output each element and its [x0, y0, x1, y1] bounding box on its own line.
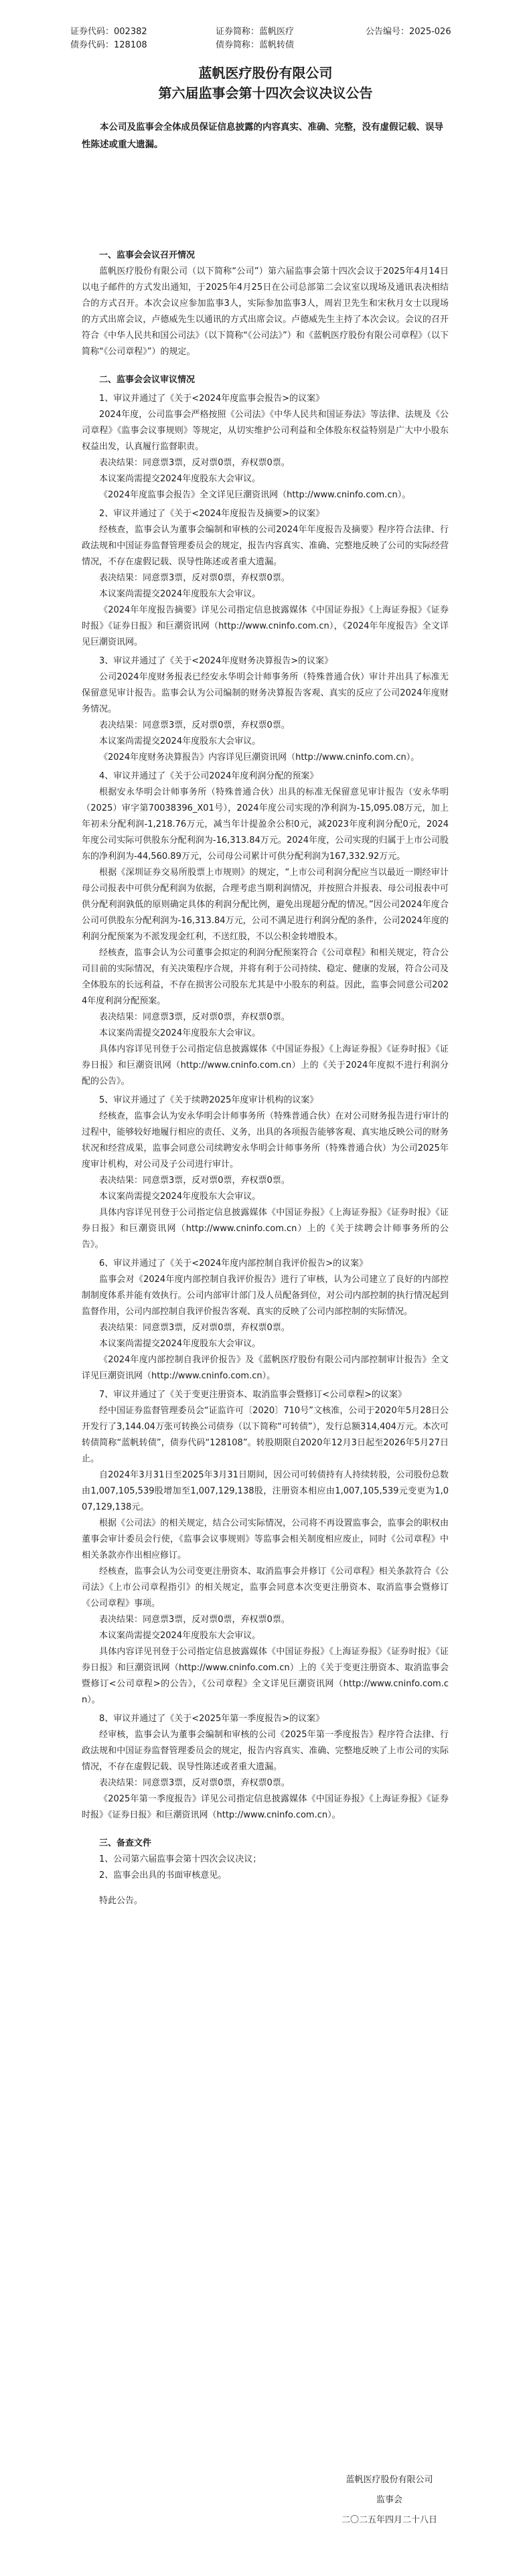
paragraph: 具体内容详见刊登于公司指定信息披露媒体《中国证券报》《上海证券报》《证券时报》《证券日报》和巨潮资讯网（http://www.cninfo.com.cn）上的《关于2024年度拟不进行利润分配的公告》。: [82, 1044, 449, 1086]
paragraph: 《2024年度监事会报告》全文详见巨潮资讯网（http://www.cninfo.com.cn）。: [99, 490, 411, 500]
paragraph: 监事会对《2024年度内部控制自我评价报告》进行了审核，认为公司建立了良好的内部控制制度体系并能有效执行。公司内部审计部门及人员配备到位，对公司内部控制的执行情况起到监督作用，公司内部控制自我评价报告客观、真实的反映了公司内部控制的实际情况。: [82, 1275, 449, 1317]
closing-line: 特此公告。: [99, 1896, 143, 1906]
resolution-title: 5、审议并通过了《关于续聘2025年度审计机构的议案》: [99, 1095, 319, 1105]
paragraph: 本议案尚需提交2024年度股东大会审议。: [99, 474, 261, 484]
paragraph: 本议案尚需提交2024年度股东大会审议。: [99, 1028, 261, 1038]
paragraph: 经审核，监事会认为董事会编制和审核的公司《2025年第一季度报告》程序符合法律、行政法规和中国证券监督管理委员会的规定，报告内容真实、准确、完整地反映了上市公司的实际情况，不存在虚假记载、误导性陈述或者重大遗漏。: [82, 1730, 449, 1772]
document-title: 第六届监事会第十四次会议决议公告: [158, 85, 373, 101]
stock-name: 证券简称：蓝帆医疗: [216, 27, 295, 37]
paragraph: 根据安永华明会计师事务所（特殊普通合伙）出具的标准无保留意见审计报告（安永华明（2025）审字第70038396_X01号），2024年度公司实现的净利润为-15,095.08万元，加上年初未分配利润-1,218.76万元，减当年计提盈余公积0元，减2023年度利润分配0元，2024年度公司实际可供股东分配利润为-16,313.84万元。2024年度，公司实现的归属于上市公司股东的净利润为-44,560.89万元，公司母公司累计可供分配利润为167,332.92万元。: [82, 787, 449, 862]
paragraph: 根据《公司法》的相关规定，结合公司实际情况，公司将不再设置监事会，监事会的职权由董事会审计委员会行使，《监事会议事规则》等监事会相关制度相应废止，同时《公司章程》中相关条款亦作出相应修订。: [82, 1518, 449, 1560]
vote-result: 表决结果：同意票3票，反对票0票，弃权票0票。: [99, 458, 290, 468]
paragraph: 《2024年度内部控制自我评价报告》及《蓝帆医疗股份有限公司内部控制审计报告》全文详见巨潮资讯网（http://www.cninfo.com.cn）。: [82, 1355, 449, 1381]
signature-date: 二〇二五年四月二十八日: [341, 2515, 437, 2525]
resolution-title: 7、审议并通过了《关于变更注册资本、取消监事会暨修订<公司章程>的议案》: [99, 1390, 407, 1400]
stock-code: 证券代码：002382: [70, 27, 147, 37]
resolution-title: 1、审议并通过了《关于<2024年度监事会报告>的议案》: [99, 394, 325, 404]
vote-result: 表决结果：同意票3票，反对票0票，弃权票0票。: [99, 1778, 290, 1788]
announcement-number: 公告编号：2025-026: [366, 27, 451, 37]
bond-code: 债券代码：128108: [70, 40, 147, 50]
section-heading: 二、监事会会议审议情况: [99, 375, 196, 385]
paragraph: 本议案尚需提交2024年度股东大会审议。: [99, 589, 261, 599]
paragraph: 具体内容详见刊登于公司指定信息披露媒体《中国证券报》《上海证券报》《证券时报》《证券日报》和巨潮资讯网（http://www.cninfo.com.cn）上的《关于变更注册资本、取消监事会暨修订<公司章程>的公告》，《公司章程》全文详见巨潮资讯网（http://www.cninfo.com.cn）。: [82, 1647, 449, 1705]
paragraph: 经核查，监事会认为公司变更注册资本、取消监事会并修订《公司章程》相关条款符合《公司法》《上市公司章程指引》的相关规定，监事会同意本次变更注册资本、取消监事会暨修订《公司章程》事项。: [82, 1566, 449, 1609]
vote-result: 表决结果：同意票3票，反对票0票，弃权票0票。: [99, 1615, 290, 1625]
section-heading: 一、监事会会议召开情况: [99, 250, 196, 260]
vote-result: 表决结果：同意票3票，反对票0票，弃权票0票。: [99, 1012, 290, 1022]
paragraph: 根据《深圳证券交易所股票上市规则》的规定，“上市公司利润分配应当以最近一期经审计母公司报表中可供分配利润为依据，合理考虑当期利润情况，并按照合并报表、母公司报表中可供分配利润孰低的原则确定具体的利润分配比例，避免出现超分配的情况。”因公司2024年度合公司可供股东分配利润为-16,313.84万元，公司不满足进行利润分配的条件，公司2024年度的利润分配预案为不派发现金红利，不送红股，不以公积金转增股本。: [82, 868, 449, 942]
reference-file: 2、监事会出具的书面审核意见。: [99, 1870, 227, 1880]
resolution-title: 3、审议并通过了《关于<2024年度财务决算报告>的议案》: [99, 656, 333, 666]
bond-name: 债券简称：蓝帆转债: [216, 40, 295, 50]
resolution-title: 8、审议并通过了《关于<2025年第一季度报告>的议案》: [99, 1714, 325, 1724]
resolution-title: 4、审议并通过了《关于公司2024年度利润分配的预案》: [99, 771, 319, 781]
paragraph: 蓝帆医疗股份有限公司（以下简称“公司”）第六届监事会第十四次会议于2025年4月14日以电子邮件的方式发出通知，于2025年4月25日在公司总部第二会议室以现场及通讯表决相结合的方式召开。本次会议应参加监事3人，实际参加监事3人，周岩卫先生和宋秋月女士以现场的方式出席会议，卢德威先生以通讯的方式出席会议。卢德威先生主持了本次会议。会议的召开符合《中华人民共和国公司法》（以下简称“《公司法》”）和《蓝帆医疗股份有限公司章程》（以下简称“《公司章程》”）的规定。: [82, 266, 449, 357]
vote-result: 表决结果：同意票3票，反对票0票，弃权票0票。: [99, 1323, 290, 1333]
resolution-title: 2、审议并通过了《关于<2024年度报告及摘要>的议案》: [99, 509, 325, 519]
vote-result: 表决结果：同意票3票，反对票0票，弃权票0票。: [99, 720, 290, 730]
announcement-body: [82, 248, 449, 1909]
vote-result: 表决结果：同意票3票，反对票0票，弃权票0票。: [99, 573, 290, 583]
paragraph: 公司2024年度财务报表已经安永华明会计师事务所（特殊普通合伙）审计并出具了标准无保留意见审计报告。监事会认为公司编制的财务决算报告客观、真实的反应了公司2024年度财务情况。: [82, 672, 449, 714]
paragraph: 自2024年3月31日至2025年3月31日期间，因公司可转债持有人持续转股，公司股份总数由1,007,105,539股增加至1,007,129,138股，注册资本相应由1,007,105,539元变更为1,007,129,138元。: [82, 1470, 449, 1512]
paragraph: 2024年度，公司监事会严格按照《公司法》《中华人民共和国证券法》等法律、法规及《公司章程》《监事会议事规则》等规定，从切实维护公司利益和全体股东权益特别是广大中小股东权益出发，认真履行监督职责。: [82, 410, 449, 452]
signature-board: 监事会: [376, 2495, 402, 2505]
paragraph: 经核查，监事会认为安永华明会计师事务所（特殊普通合伙）在对公司财务报告进行审计的过程中，能够较好地履行相应的责任、义务，出具的各项报告能够客观、真实地反映公司的财务状况和经营成果，监事会同意公司续聘安永华明会计师事务所（特殊普通合伙）为公司2025年度审计机构，对公司及子公司进行审计。: [82, 1111, 449, 1170]
paragraph: 本议案尚需提交2024年度股东大会审议。: [99, 1339, 261, 1349]
vote-result: 表决结果：同意票3票，反对票0票，弃权票0票。: [99, 1176, 290, 1186]
company-title: 蓝帆医疗股份有限公司: [198, 65, 333, 81]
resolution-title: 6、审议并通过了《关于<2024年度内部控制自我评价报告>的议案》: [99, 1259, 368, 1269]
paragraph: 本议案尚需提交2024年度股东大会审议。: [99, 1192, 261, 1202]
paragraph: 《2025年第一季度报告》详见公司指定信息披露媒体《中国证券报》《上海证券报》《证券时报》《证券日报》和巨潮资讯网（http://www.cninfo.com.cn）。: [82, 1794, 449, 1820]
paragraph: 本议案尚需提交2024年度股东大会审议。: [99, 1631, 261, 1641]
signature-company: 蓝帆医疗股份有限公司: [346, 2475, 433, 2485]
paragraph: 《2024年度财务决算报告》内容详见巨潮资讯网（http://www.cninfo.com.cn）。: [99, 752, 420, 762]
guarantee-notice: 本公司及监事会全体成员保证信息披露的内容真实、准确、完整，没有虚假记载、误导性陈述或重大遗漏。: [82, 122, 443, 150]
reference-file: 1、公司第六届监事会第十四次会议决议；: [99, 1854, 262, 1864]
paragraph: 经核查，监事会认为公司董事会拟定的利润分配预案符合《公司章程》和相关规定，符合公司目前的实际情况，有关决策程序合规，并将有利于公司持续、稳定、健康的发展，符合公司及全体股东的长远利益，不存在损害公司股东尤其是中小股东的利益。因此，监事会同意公司2024年度利润分配预案。: [82, 948, 449, 1006]
paragraph: 具体内容详见刊登于公司指定信息披露媒体《中国证券报》《上海证券报》《证券时报》《证券日报》和巨潮资讯网（http://www.cninfo.com.cn）上的《关于续聘会计师事务所的公告》。: [82, 1208, 449, 1250]
paragraph: 经核查，监事会认为董事会编制和审核的公司2024年年度报告及摘要》程序符合法律、行政法规和中国证券监督管理委员会的规定，报告内容真实、准确、完整地反映了公司的实际经营情况，不存在虚假记载、误导性陈述或者重大遗漏。: [82, 525, 449, 567]
section-heading: 三、备查文件: [99, 1838, 152, 1848]
paragraph: 本议案尚需提交2024年度股东大会审议。: [99, 736, 261, 746]
paragraph: 经中国证券监督管理委员会“证监许可〔2020〕710号”文核准，公司于2020年5月28日公开发行了3,144.04万张可转换公司债券（以下简称“可转债”），发行总额314,404万元。本次可转债简称“蓝帆转债”，债券代码“128108”。转股期限自2020年12月3日起至2026年5月27日止。: [82, 1406, 449, 1464]
paragraph: 《2024年年度报告摘要》详见公司指定信息披露媒体《中国证券报》《上海证券报》《证券时报》《证券日报》和巨潮资讯网（http://www.cninfo.com.cn），《2024年年度报告》全文详见巨潮资讯网。: [82, 605, 449, 647]
signature-block: [342, 2470, 437, 2530]
